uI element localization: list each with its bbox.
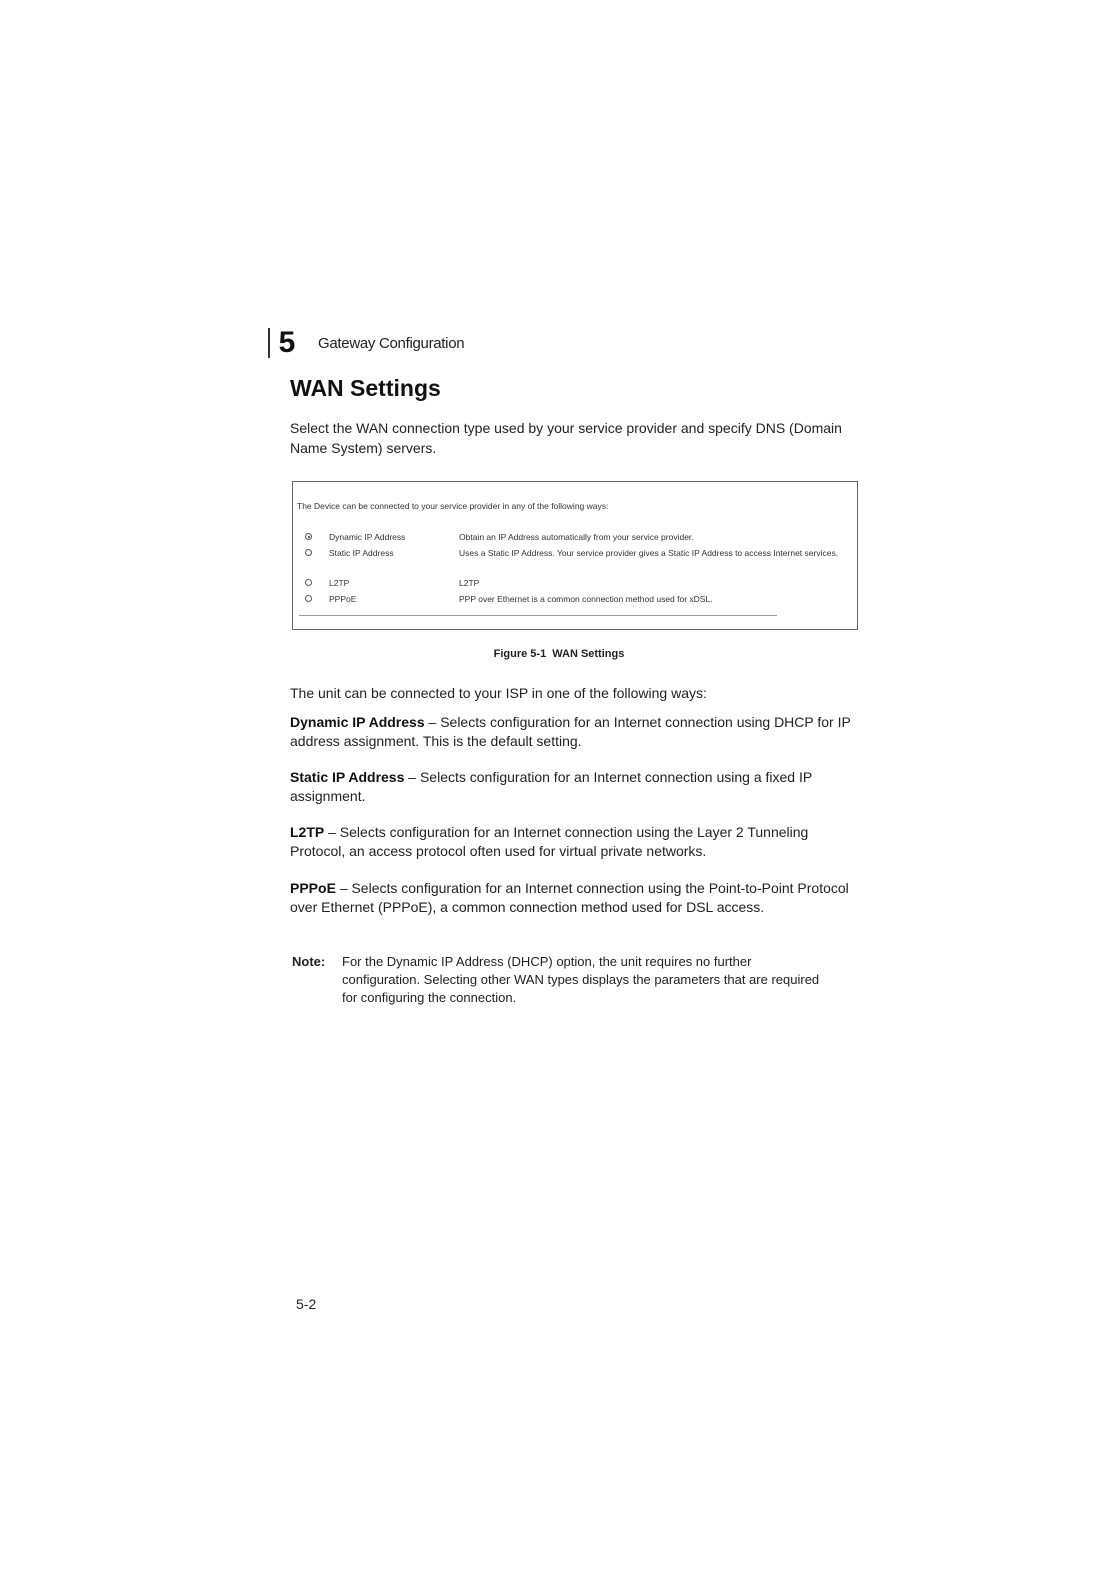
figure-divider <box>299 615 777 616</box>
term-text: – Selects configuration for an Internet connection using the Layer 2 Tunneling Protocol, an access protocol often used for virtual private networks. <box>290 824 809 859</box>
option-description: Uses a Static IP Address. Your service provider gives a Static IP Address to access Internet services. <box>459 548 839 558</box>
term-text: – Selects configuration for an Internet connection using a fixed IP assignment. <box>290 769 812 804</box>
radio-dynamic-ip[interactable] <box>305 533 312 540</box>
body-item-static-ip <box>290 768 855 806</box>
option-label: PPPoE <box>329 594 357 604</box>
radio-pppoe[interactable] <box>305 595 312 602</box>
section-title: WAN Settings <box>290 375 441 401</box>
caption-number: Figure 5-1 <box>493 648 547 660</box>
figure-heading: The Device can be connected to your service provider in any of the following ways: <box>297 501 609 511</box>
term: L2TP <box>290 824 325 840</box>
note-label: Note: <box>292 954 326 969</box>
body-item-dynamic-ip <box>290 713 855 751</box>
term: Static IP Address <box>290 769 405 785</box>
option-description: Obtain an IP Address automatically from your service provider. <box>459 532 694 542</box>
chapter-title: Gateway Configuration <box>318 334 465 352</box>
body-item-l2tp <box>290 823 855 861</box>
option-description: PPP over Ethernet is a common connection method used for xDSL. <box>459 594 713 604</box>
page-number: 5-2 <box>296 1296 317 1312</box>
term: PPPoE <box>290 880 336 896</box>
radio-l2tp[interactable] <box>305 579 312 586</box>
term-text: – Selects configuration for an Internet connection using DHCP for IP address assignment. This is the default setting. <box>290 714 851 749</box>
figure-caption <box>0 648 1118 660</box>
body-item-pppoe <box>290 879 855 917</box>
term-text: – Selects configuration for an Internet connection using the Point-to-Point Protocol over Ethernet (PPPoE), a common connection method used for DSL access. <box>290 880 849 915</box>
section-intro: Select the WAN connection type used by your service provider and specify DNS (Domain Name System) servers. <box>290 420 842 456</box>
chapter-number: 5 <box>268 328 302 358</box>
wan-settings-figure <box>292 481 858 630</box>
chapter-header <box>268 328 464 358</box>
term: Dynamic IP Address <box>290 714 425 730</box>
note-text: For the Dynamic IP Address (DHCP) option, the unit requires no further configuration. Selecting other WAN types displays the parameters that are required for configuring the connection. <box>342 954 820 1005</box>
caption-title: WAN Settings <box>552 648 625 660</box>
option-label: L2TP <box>329 578 350 588</box>
option-label: Dynamic IP Address <box>329 532 406 542</box>
radio-static-ip[interactable] <box>305 549 312 556</box>
body-lead: The unit can be connected to your ISP in one of the following ways: <box>290 685 707 701</box>
option-label: Static IP Address <box>329 548 394 558</box>
option-description: L2TP <box>459 578 480 588</box>
